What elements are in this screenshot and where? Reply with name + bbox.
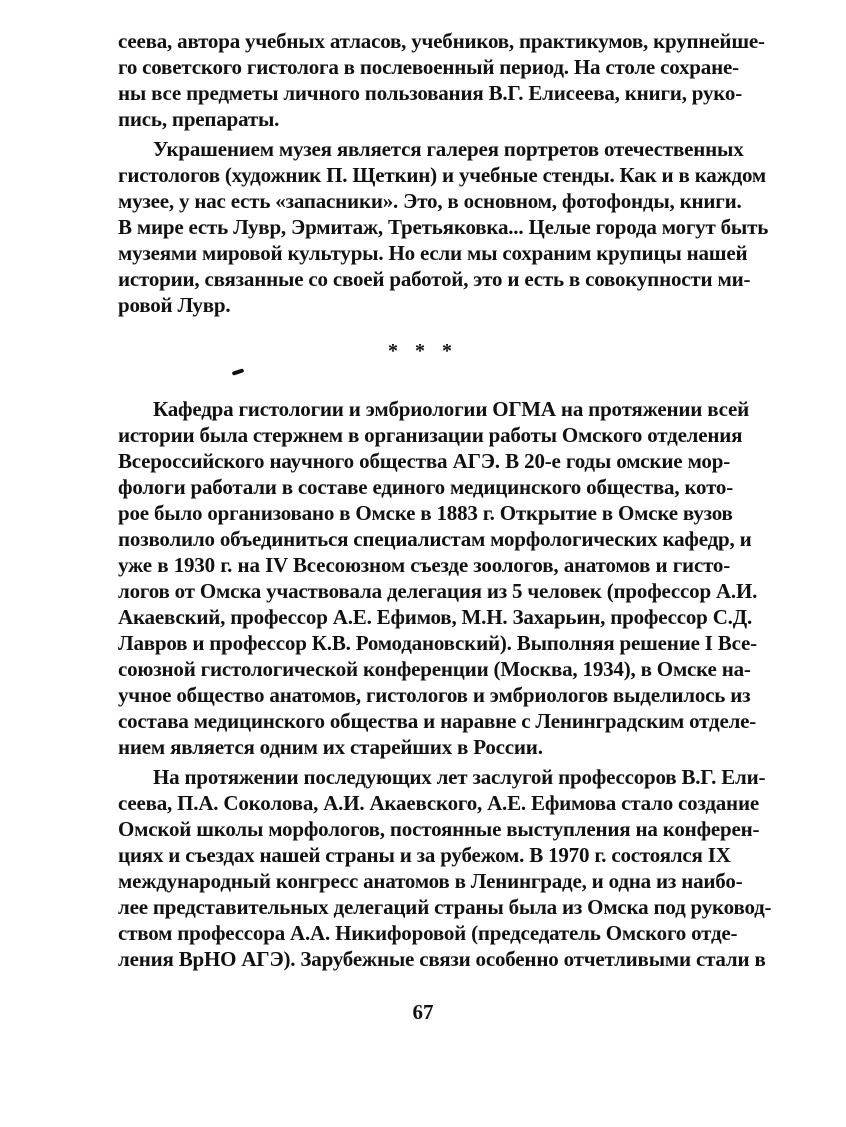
text-line: международный конгресс анатомов в Ленинграде, и одна из наибо- xyxy=(118,869,743,893)
text-line: нием является одним их старейших в России. xyxy=(118,735,543,759)
text-line: состава медицинского общества и наравне с Ленинградским отделе- xyxy=(118,709,757,733)
text-line: Всероссийского научного общества АГЭ. В 20-е годы омские мор- xyxy=(118,449,730,473)
text-line: логов от Омска участвовала делегация из 5 человек (профессор А.И. xyxy=(118,579,758,603)
text-line: лее представительных делегаций страны была из Омска под руковод- xyxy=(118,895,772,919)
text-line: В мире есть Лувр, Эрмитаж, Третьяковка... Целые города могут быть xyxy=(118,215,769,239)
text-line: истории была стержнем в организации работы Омского отделения xyxy=(118,423,743,447)
text-line: сеева, автора учебных атласов, учебников, практикумов, крупнейше- xyxy=(118,29,765,53)
section-separator: * * * xyxy=(388,340,458,362)
text-line: учное общество анатомов, гистологов и эмбриологов выделилось из xyxy=(118,683,751,707)
text-line: го советского гистолога в послевоенный период. На столе сохране- xyxy=(118,55,739,79)
text-line: уже в 1930 г. на IV Всесоюзном съезде зоологов, анатомов и гисто- xyxy=(118,553,730,577)
scan-mark xyxy=(232,368,245,376)
text-line: Кафедра гистологии и эмбриологии ОГМА на протяжении всей xyxy=(153,397,749,421)
text-line: музее, у нас есть «запасники». Это, в основном, фотофонды, книги. xyxy=(118,189,742,213)
text-line: музеями мировой культуры. Но если мы сохраним крупицы нашей xyxy=(118,241,748,265)
text-line: ления ВрНО АГЭ). Зарубежные связи особенно отчетливыми стали в xyxy=(118,947,766,971)
text-line: сеева, П.А. Соколова, А.И. Акаевского, А.Е. Ефимова стало создание xyxy=(118,791,759,815)
page-number: 67 xyxy=(412,1000,434,1024)
text-line: гистологов (художник П. Щеткин) и учебные стенды. Как и в каждом xyxy=(118,163,767,187)
text-line: На протяжении последующих лет заслугой профессоров В.Г. Ели- xyxy=(153,765,766,789)
text-line: циях и съездах нашей страны и за рубежом. В 1970 г. состоялся IX xyxy=(118,843,731,867)
text-line: позволило объединиться специалистам морфологических кафедр, и xyxy=(118,527,752,551)
text-line: истории, связанные со своей работой, это и есть в совокупности ми- xyxy=(118,267,751,291)
text-line: фологи работали в составе единого медицинского общества, кото- xyxy=(118,475,734,499)
text-line: рое было организовано в Омске в 1883 г. Открытие в Омске вузов xyxy=(118,501,733,525)
text-line: Акаевский, профессор А.Е. Ефимов, М.Н. Захарьин, профессор С.Д. xyxy=(118,605,753,629)
text-line: Омской школы морфологов, постоянные выступления на конферен- xyxy=(118,817,760,841)
text-line: ровой Лувр. xyxy=(118,293,231,317)
text-line: ны все предметы личного пользования В.Г. Елисеева, книги, руко- xyxy=(118,81,743,105)
text-line: Украшением музея является галерея портретов отечественных xyxy=(153,137,744,161)
text-line: Лавров и профессор К.В. Ромодановский). Выполняя решение I Все- xyxy=(118,631,757,655)
text-line: пись, препараты. xyxy=(118,107,280,131)
text-line: ством профессора А.А. Никифоровой (председатель Омского отде- xyxy=(118,921,738,945)
text-line: союзной гистологической конференции (Москва, 1934), в Омске на- xyxy=(118,657,751,681)
